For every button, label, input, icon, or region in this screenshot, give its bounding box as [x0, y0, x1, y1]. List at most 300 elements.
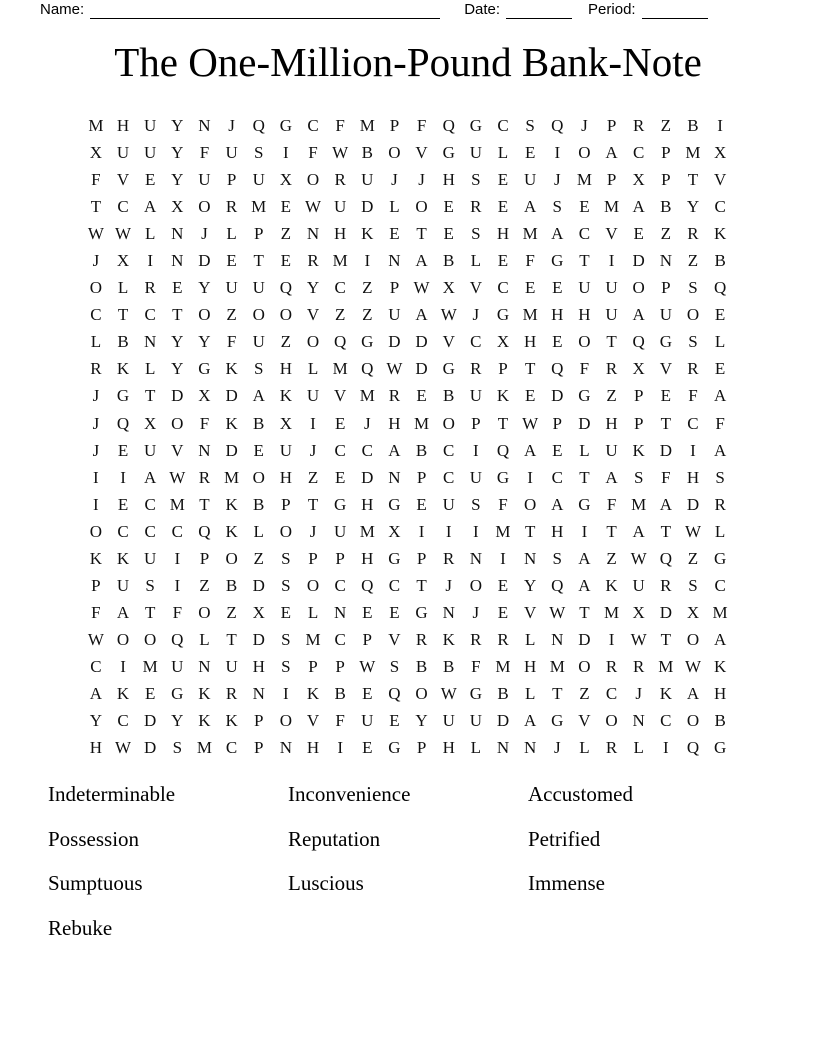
- grid-letter: N: [632, 711, 645, 731]
- grid-letter: A: [523, 440, 537, 460]
- grid-letter: G: [578, 386, 591, 406]
- grid-letter: L: [714, 332, 726, 352]
- grid-letter: E: [280, 602, 292, 622]
- grid-letter: N: [252, 683, 265, 703]
- grid-letter: N: [306, 224, 320, 244]
- grid-letter: Q: [388, 683, 401, 703]
- grid-letter: J: [445, 575, 453, 595]
- grid-letter: C: [660, 711, 672, 731]
- grid-letter: M: [603, 602, 620, 622]
- grid-letter: C: [470, 332, 482, 352]
- grid-letter: U: [523, 170, 537, 190]
- grid-letter: Q: [551, 116, 564, 135]
- grid-letter: Y: [171, 116, 184, 135]
- grid-letter: W: [549, 602, 566, 622]
- grid-letter: E: [497, 251, 509, 271]
- grid-letter: N: [144, 332, 157, 352]
- grid-letter: E: [579, 197, 590, 217]
- grid-letter: W: [522, 413, 539, 433]
- grid-letter: H: [442, 738, 455, 758]
- grid-letter: V: [442, 332, 455, 352]
- grid-letter: D: [144, 711, 157, 731]
- grid-letter: R: [443, 548, 455, 568]
- grid-letter: U: [334, 197, 347, 217]
- grid-letter: L: [497, 143, 509, 163]
- grid-letter: A: [551, 494, 564, 514]
- grid-letter: D: [252, 575, 265, 595]
- grid-letter: W: [87, 224, 104, 244]
- grid-letter: U: [578, 278, 591, 298]
- grid-letter: J: [228, 116, 235, 135]
- grid-letter: E: [362, 602, 373, 622]
- grid-letter: O: [578, 332, 591, 352]
- grid-letter: M: [88, 116, 104, 135]
- grid-letter: K: [225, 359, 238, 379]
- grid-letter: V: [523, 602, 537, 622]
- grid-letter: J: [201, 224, 208, 244]
- grid-letter: X: [116, 251, 130, 271]
- grid-letter: V: [713, 170, 727, 190]
- grid-letter: C: [497, 116, 509, 135]
- word-search-grid: [82, 112, 733, 761]
- grid-letter: O: [171, 413, 184, 433]
- grid-letter: G: [171, 683, 184, 703]
- grid-letter: L: [199, 629, 210, 649]
- grid-letter: B: [117, 332, 129, 352]
- date-blank-line[interactable]: [506, 4, 572, 19]
- grid-letter: L: [253, 521, 264, 541]
- grid-letter: P: [498, 359, 508, 379]
- grid-letter: F: [91, 602, 101, 622]
- grid-letter: U: [225, 278, 238, 298]
- grid-letter: P: [199, 548, 210, 568]
- grid-letter: G: [496, 305, 510, 325]
- grid-letter: V: [578, 711, 591, 731]
- grid-letter: P: [308, 656, 318, 676]
- grid-letter: U: [171, 656, 184, 676]
- grid-letter: F: [172, 602, 183, 622]
- grid-letter: K: [442, 629, 455, 649]
- grid-letter: P: [362, 629, 373, 649]
- grid-letter: F: [471, 656, 481, 676]
- grid-letter: O: [198, 305, 211, 325]
- grid-letter: A: [89, 683, 103, 703]
- grid-letter: R: [334, 170, 346, 190]
- grid-letter: S: [525, 116, 535, 135]
- grid-letter: K: [198, 711, 211, 731]
- grid-letter: C: [144, 494, 156, 514]
- grid-letter: A: [551, 224, 564, 244]
- grid-letter: H: [713, 683, 727, 703]
- grid-letter: K: [496, 386, 510, 406]
- grid-letter: T: [199, 494, 210, 514]
- grid-letter: A: [659, 494, 672, 514]
- grid-letter: T: [497, 413, 509, 433]
- grid-letter: A: [252, 386, 265, 406]
- grid-letter: O: [144, 629, 157, 649]
- grid-letter: T: [579, 602, 590, 622]
- grid-letter: G: [496, 467, 510, 487]
- grid-letter: K: [116, 548, 130, 568]
- grid-letter: T: [416, 224, 427, 244]
- grid-letter: K: [116, 683, 130, 703]
- grid-letter: C: [334, 440, 346, 460]
- grid-letter: B: [714, 251, 726, 271]
- grid-letter: J: [391, 170, 398, 190]
- grid-letter: Q: [361, 575, 374, 595]
- grid-letter: E: [117, 494, 129, 514]
- grid-letter: R: [307, 251, 319, 271]
- grid-letter: M: [359, 116, 375, 135]
- grid-letter: F: [226, 332, 237, 352]
- grid-letter: V: [116, 170, 130, 190]
- grid-letter: D: [686, 494, 700, 514]
- grid-letter: E: [280, 197, 292, 217]
- grid-letter: L: [470, 251, 482, 271]
- grid-letter: O: [306, 575, 320, 595]
- grid-letter: N: [388, 467, 401, 487]
- grid-letter: R: [388, 386, 401, 406]
- grid-letter: Z: [687, 548, 699, 568]
- grid-letter: G: [713, 738, 727, 758]
- grid-letter: R: [660, 575, 672, 595]
- grid-letter: G: [659, 332, 672, 352]
- grid-letter: M: [631, 494, 647, 514]
- grid-letter: S: [552, 548, 562, 568]
- grid-letter: O: [686, 629, 700, 649]
- grid-letter: E: [280, 251, 292, 271]
- grid-letter: O: [198, 602, 211, 622]
- grid-letter: K: [198, 683, 211, 703]
- grid-letter: O: [632, 278, 645, 298]
- grid-letter: D: [415, 332, 428, 352]
- grid-letter: E: [497, 602, 509, 622]
- grid-letter: B: [443, 656, 455, 676]
- grid-letter: B: [497, 683, 509, 703]
- grid-letter: U: [144, 143, 157, 163]
- grid-letter: Q: [334, 332, 347, 352]
- grid-letter: Y: [198, 278, 211, 298]
- grid-letter: I: [174, 575, 181, 595]
- grid-letter: C: [714, 197, 726, 217]
- grid-letter: O: [225, 548, 238, 568]
- grid-letter: H: [523, 656, 537, 676]
- grid-letter: Q: [632, 332, 645, 352]
- grid-letter: E: [172, 278, 183, 298]
- grid-letter: E: [389, 224, 400, 244]
- grid-letter: U: [605, 278, 618, 298]
- grid-letter: Y: [306, 278, 320, 298]
- grid-letter: C: [633, 143, 645, 163]
- grid-letter: I: [174, 548, 181, 568]
- grid-letter: W: [684, 656, 701, 676]
- grid-letter: Q: [116, 413, 130, 433]
- word-list-item: Immense: [528, 871, 605, 895]
- grid-letter: H: [306, 738, 320, 758]
- grid-letter: D: [659, 440, 672, 460]
- grid-letter: H: [496, 224, 510, 244]
- grid-letter: O: [415, 197, 428, 217]
- grid-letter: B: [225, 575, 238, 595]
- grid-letter: F: [688, 386, 698, 406]
- grid-letter: I: [93, 467, 99, 487]
- grid-letter: T: [552, 683, 563, 703]
- grid-letter: H: [361, 548, 374, 568]
- grid-letter: H: [334, 224, 347, 244]
- grid-letter: N: [659, 251, 672, 271]
- grid-letter: Y: [171, 143, 184, 163]
- word-list-item: Reputation: [288, 826, 381, 851]
- grid-letter: X: [632, 359, 645, 379]
- grid-letter: A: [713, 386, 727, 406]
- grid-letter: Q: [442, 116, 455, 135]
- grid-letter: E: [416, 494, 427, 514]
- grid-letter: Z: [606, 548, 617, 568]
- grid-letter: D: [496, 711, 510, 731]
- grid-letter: R: [470, 629, 482, 649]
- grid-letter: E: [389, 602, 400, 622]
- grid-letter: O: [89, 278, 103, 298]
- grid-letter: U: [469, 143, 482, 163]
- grid-letter: D: [225, 386, 238, 406]
- grid-letter: B: [660, 197, 672, 217]
- grid-letter: K: [225, 711, 238, 731]
- grid-letter: S: [471, 224, 481, 244]
- grid-letter: Z: [253, 548, 264, 568]
- grid-letter: J: [553, 738, 561, 758]
- grid-letter: U: [198, 170, 211, 190]
- grid-letter: P: [606, 116, 617, 135]
- grid-letter: U: [632, 575, 645, 595]
- grid-letter: P: [389, 278, 400, 298]
- grid-letter: B: [361, 143, 373, 163]
- grid-letter: T: [307, 494, 319, 514]
- grid-letter: F: [308, 143, 318, 163]
- grid-letter: N: [388, 251, 401, 271]
- grid-letter: M: [658, 656, 674, 676]
- grid-letter: R: [687, 359, 699, 379]
- grid-letter: Y: [686, 197, 700, 217]
- grid-letter: E: [524, 386, 536, 406]
- grid-letter: V: [388, 629, 401, 649]
- grid-letter: S: [281, 548, 291, 568]
- grid-letter: R: [225, 197, 238, 217]
- grid-letter: I: [608, 629, 615, 649]
- grid-letter: A: [713, 629, 727, 649]
- grid-letter: N: [523, 738, 537, 758]
- grid-letter: W: [684, 521, 701, 541]
- grid-letter: U: [144, 548, 157, 568]
- grid-letter: M: [359, 386, 375, 406]
- grid-letter: P: [253, 738, 264, 758]
- grid-letter: S: [281, 656, 291, 676]
- grid-letter: M: [332, 359, 348, 379]
- grid-letter: K: [361, 224, 374, 244]
- grid-letter: C: [117, 521, 129, 541]
- grid-letter: S: [633, 467, 644, 487]
- grid-letter: R: [90, 359, 102, 379]
- grid-letter: A: [632, 521, 645, 541]
- grid-letter: U: [388, 305, 401, 325]
- grid-letter: D: [551, 386, 564, 406]
- grid-letter: F: [416, 116, 427, 135]
- grid-letter: J: [309, 521, 317, 541]
- grid-letter: K: [713, 224, 727, 244]
- grid-letter: U: [279, 440, 292, 460]
- grid-letter: U: [252, 278, 265, 298]
- grid-letter: I: [283, 143, 289, 163]
- grid-letter: L: [524, 683, 536, 703]
- grid-letter: C: [171, 521, 183, 541]
- grid-letter: M: [549, 656, 565, 676]
- grid-letter: M: [305, 629, 321, 649]
- grid-letter: Q: [713, 278, 727, 298]
- grid-letter: F: [199, 143, 210, 163]
- grid-letter: C: [225, 738, 238, 758]
- grid-letter: G: [116, 386, 130, 406]
- word-list-item: Accustomed: [528, 782, 633, 806]
- grid-letter: X: [632, 602, 645, 622]
- grid-letter: P: [661, 278, 671, 298]
- grid-letter: I: [445, 521, 452, 541]
- grid-letter: H: [442, 170, 455, 190]
- grid-letter: M: [685, 143, 701, 163]
- grid-letter: L: [579, 440, 590, 460]
- grid-letter: E: [144, 170, 156, 190]
- grid-letter: L: [389, 197, 400, 217]
- grid-letter: V: [306, 711, 320, 731]
- grid-letter: R: [633, 116, 645, 135]
- grid-letter: U: [116, 575, 130, 595]
- grid-letter: K: [279, 386, 292, 406]
- grid-letter: E: [497, 170, 509, 190]
- grid-letter: C: [714, 575, 726, 595]
- grid-letter: H: [605, 413, 618, 433]
- grid-letter: D: [388, 332, 401, 352]
- grid-letter: E: [226, 251, 237, 271]
- grid-letter: M: [196, 738, 212, 758]
- grid-letter: D: [171, 386, 184, 406]
- word-list-item: Inconvenience: [288, 782, 411, 806]
- grid-letter: T: [579, 251, 590, 271]
- grid-letter: H: [388, 413, 401, 433]
- grid-letter: R: [144, 278, 156, 298]
- grid-letter: I: [527, 467, 533, 487]
- grid-letter: W: [169, 467, 186, 487]
- grid-letter: R: [497, 629, 509, 649]
- grid-letter: Z: [199, 575, 210, 595]
- grid-letter: Y: [171, 359, 184, 379]
- grid-letter: T: [416, 575, 427, 595]
- grid-letter: E: [443, 197, 454, 217]
- grid-letter: B: [253, 413, 265, 433]
- grid-letter: A: [605, 467, 618, 487]
- grid-letter: Z: [226, 305, 237, 325]
- grid-letter: I: [473, 440, 479, 460]
- grid-letter: E: [552, 278, 563, 298]
- grid-letter: N: [551, 629, 564, 649]
- grid-letter: R: [225, 683, 238, 703]
- grid-letter: J: [472, 602, 480, 622]
- grid-letter: K: [713, 656, 727, 676]
- grid-letter: O: [523, 494, 537, 514]
- grid-letter: I: [120, 467, 126, 487]
- grid-letter: I: [418, 521, 425, 541]
- grid-letter: R: [198, 467, 211, 487]
- grid-letter: K: [89, 548, 103, 568]
- grid-letter: O: [469, 575, 482, 595]
- worksheet-header: [40, 1, 776, 19]
- grid-letter: P: [253, 224, 264, 244]
- grid-letter: R: [605, 656, 618, 676]
- grid-letter: H: [279, 359, 292, 379]
- grid-letter: L: [579, 738, 590, 758]
- grid-letter: U: [469, 711, 482, 731]
- period-label: Period:: [588, 1, 636, 18]
- grid-letter: B: [443, 386, 455, 406]
- grid-letter: L: [633, 738, 644, 758]
- grid-letter: A: [578, 575, 591, 595]
- grid-letter: F: [606, 494, 617, 514]
- grid-letter: N: [171, 251, 184, 271]
- grid-letter: M: [522, 224, 538, 244]
- grid-letter: P: [416, 548, 427, 568]
- grid-letter: E: [334, 467, 346, 487]
- grid-letter: J: [472, 305, 480, 325]
- period-blank-line[interactable]: [642, 4, 708, 19]
- grid-letter: T: [90, 197, 102, 217]
- grid-letter: X: [442, 278, 455, 298]
- grid-letter: O: [686, 305, 700, 325]
- grid-letter: U: [252, 332, 265, 352]
- grid-letter: X: [388, 521, 401, 541]
- grid-letter: G: [713, 548, 727, 568]
- grid-letter: P: [308, 548, 318, 568]
- grid-letter: H: [361, 494, 374, 514]
- grid-letter: R: [605, 359, 618, 379]
- grid-letter: Z: [226, 602, 237, 622]
- grid-letter: E: [144, 683, 156, 703]
- grid-letter: I: [337, 738, 343, 758]
- grid-letter: Y: [89, 711, 103, 731]
- name-blank-line[interactable]: [90, 4, 440, 19]
- grid-letter: S: [281, 575, 291, 595]
- grid-letter: N: [469, 548, 482, 568]
- grid-letter: Y: [171, 332, 184, 352]
- grid-letter: T: [253, 251, 264, 271]
- grid-letter: T: [606, 332, 617, 352]
- grid-letter: M: [414, 413, 430, 433]
- grid-letter: U: [252, 170, 265, 190]
- grid-letter: D: [578, 413, 591, 433]
- grid-letter: F: [199, 413, 210, 433]
- grid-letter: I: [554, 143, 561, 163]
- grid-letter: E: [497, 197, 509, 217]
- grid-letter: Y: [523, 575, 537, 595]
- grid-letter: Z: [687, 251, 699, 271]
- grid-letter: H: [551, 521, 564, 541]
- grid-letter: P: [471, 413, 481, 433]
- grid-letter: W: [386, 359, 403, 379]
- grid-letter: M: [359, 521, 375, 541]
- grid-letter: E: [416, 386, 427, 406]
- grid-letter: P: [335, 656, 345, 676]
- grid-letter: K: [225, 413, 238, 433]
- grid-letter: T: [226, 629, 237, 649]
- grid-letter: Z: [606, 386, 617, 406]
- grid-letter: Z: [579, 683, 590, 703]
- grid-letter: G: [279, 116, 292, 135]
